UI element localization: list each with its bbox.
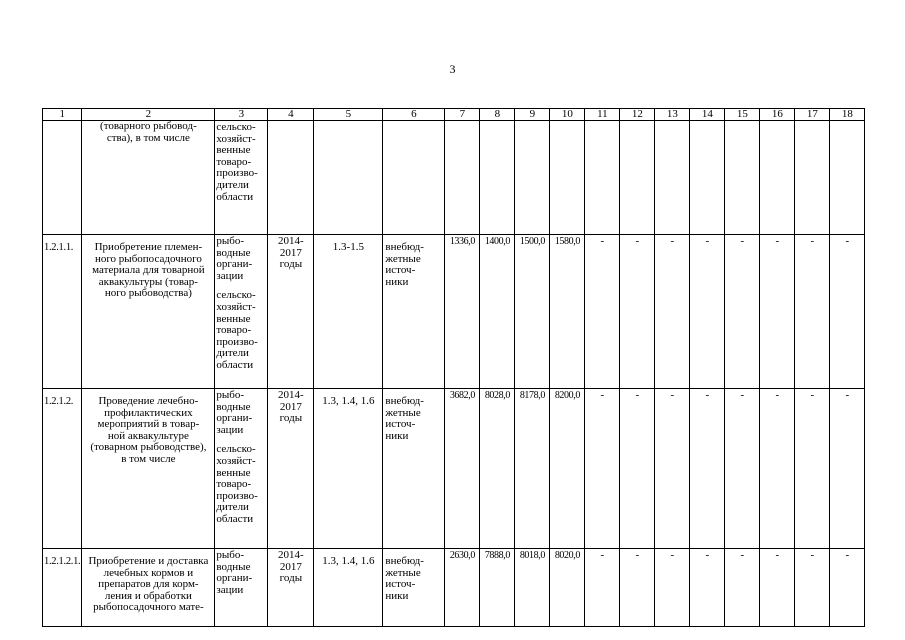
empty-value [795,121,830,235]
target-indicators: 1.3, 1.4, 1.6 [314,549,383,627]
executors [215,235,268,389]
executors [215,389,268,549]
column-number: 17 [795,109,830,121]
empty-value [585,121,620,235]
implementation-period: 2014- 2017 годы [268,389,314,549]
column-number: 8 [480,109,515,121]
empty-value [830,121,865,235]
column-number: 5 [314,109,383,121]
target-indicators: 1.3, 1.4, 1.6 [314,389,383,549]
empty-value [620,121,655,235]
funding-value: 3682,0 [445,389,480,549]
executor: сельско- хозяйст- венные товаро- произво- дители области [216,443,258,525]
empty-value: - [760,389,795,549]
page-number: 3 [449,62,456,76]
column-number: 13 [655,109,690,121]
column-number: 9 [515,109,550,121]
empty-value: - [655,235,690,389]
empty-value: - [690,235,725,389]
funding-value [550,121,585,235]
executor: рыбо- водные органи- зации [216,549,253,596]
empty-value: - [760,549,795,627]
funding-value: 1400,0 [480,235,515,389]
empty-value: - [690,549,725,627]
funding-value [515,121,550,235]
implementation-period: 2014- 2017 годы [268,549,314,627]
funding-value: 1580,0 [550,235,585,389]
empty-value: - [690,389,725,549]
executor: рыбо- водные органи- зации [216,235,253,282]
activity-name: Приобретение и доставка лечебных кормов и препаратов для корм- ления и обработки рыбопосадочного мате- [82,549,215,627]
empty-value: - [795,549,830,627]
activity-name: Проведение лечебно- профилактических мероприятий в товар- ной аквакультуре (товарном рыбоводстве), в том числе [82,389,215,549]
empty-value: - [655,549,690,627]
funding-source: внебюд- жетные источ- ники [383,235,445,389]
item-number: 1.2.1.1. [43,235,82,389]
empty-value: - [830,549,865,627]
empty-value: - [585,389,620,549]
executor: сельско- хозяйст- венные товаро- произво- дители области [216,121,258,203]
empty-value: - [725,549,760,627]
funding-value: 8028,0 [480,389,515,549]
implementation-period: 2014- 2017 годы [268,235,314,389]
funding-value: 1336,0 [445,235,480,389]
column-number: 14 [690,109,725,121]
empty-value: - [795,235,830,389]
implementation-period [268,121,314,235]
empty-value: - [620,235,655,389]
empty-value [725,121,760,235]
funding-value: 8200,0 [550,389,585,549]
target-indicators [314,121,383,235]
funding-value: 2630,0 [445,549,480,627]
empty-value: - [830,389,865,549]
column-number: 3 [215,109,268,121]
table-row [43,121,865,235]
item-number: 1.2.1.2.1. [43,549,82,627]
funding-value: 1500,0 [515,235,550,389]
funding-value: 8018,0 [515,549,550,627]
column-number: 6 [383,109,445,121]
empty-value: - [585,235,620,389]
funding-value [480,121,515,235]
table-row [43,389,865,549]
column-number: 16 [760,109,795,121]
column-number: 1 [43,109,82,121]
executor: рыбо- водные органи- зации [216,389,253,436]
empty-value [690,121,725,235]
funding-value: 8178,0 [515,389,550,549]
funding-source: внебюд- жетные источ- ники [383,389,445,549]
empty-value: - [620,549,655,627]
item-number: 1.2.1.2. [43,389,82,549]
empty-value: - [830,235,865,389]
empty-value [655,121,690,235]
empty-value: - [725,235,760,389]
column-number: 15 [725,109,760,121]
funding-value: 7888,0 [480,549,515,627]
column-number: 18 [830,109,865,121]
empty-value: - [620,389,655,549]
column-number: 12 [620,109,655,121]
empty-value [760,121,795,235]
column-number-row [43,109,865,121]
column-number: 11 [585,109,620,121]
executors [215,549,268,627]
funding-value: 8020,0 [550,549,585,627]
column-number: 2 [82,109,215,121]
program-table [42,108,865,627]
activity-name: (товарного рыбовод- ства), в том числе [82,121,215,235]
empty-value: - [655,389,690,549]
empty-value: - [760,235,795,389]
item-number [43,121,82,235]
empty-value: - [585,549,620,627]
column-number: 7 [445,109,480,121]
table-row [43,549,865,627]
empty-value: - [795,389,830,549]
funding-source [383,121,445,235]
funding-value [445,121,480,235]
column-number: 4 [268,109,314,121]
column-number: 10 [550,109,585,121]
target-indicators: 1.3-1.5 [314,235,383,389]
empty-value: - [725,389,760,549]
executor: сельско- хозяйст- венные товаро- произво- дители области [216,289,258,371]
activity-name: Приобретение племен- ного рыбопосадочного материала для товарной аквакультуры (товар- ного рыбоводства) [82,235,215,389]
executors [215,121,268,235]
funding-source: внебюд- жетные источ- ники [383,549,445,627]
table-row [43,235,865,389]
